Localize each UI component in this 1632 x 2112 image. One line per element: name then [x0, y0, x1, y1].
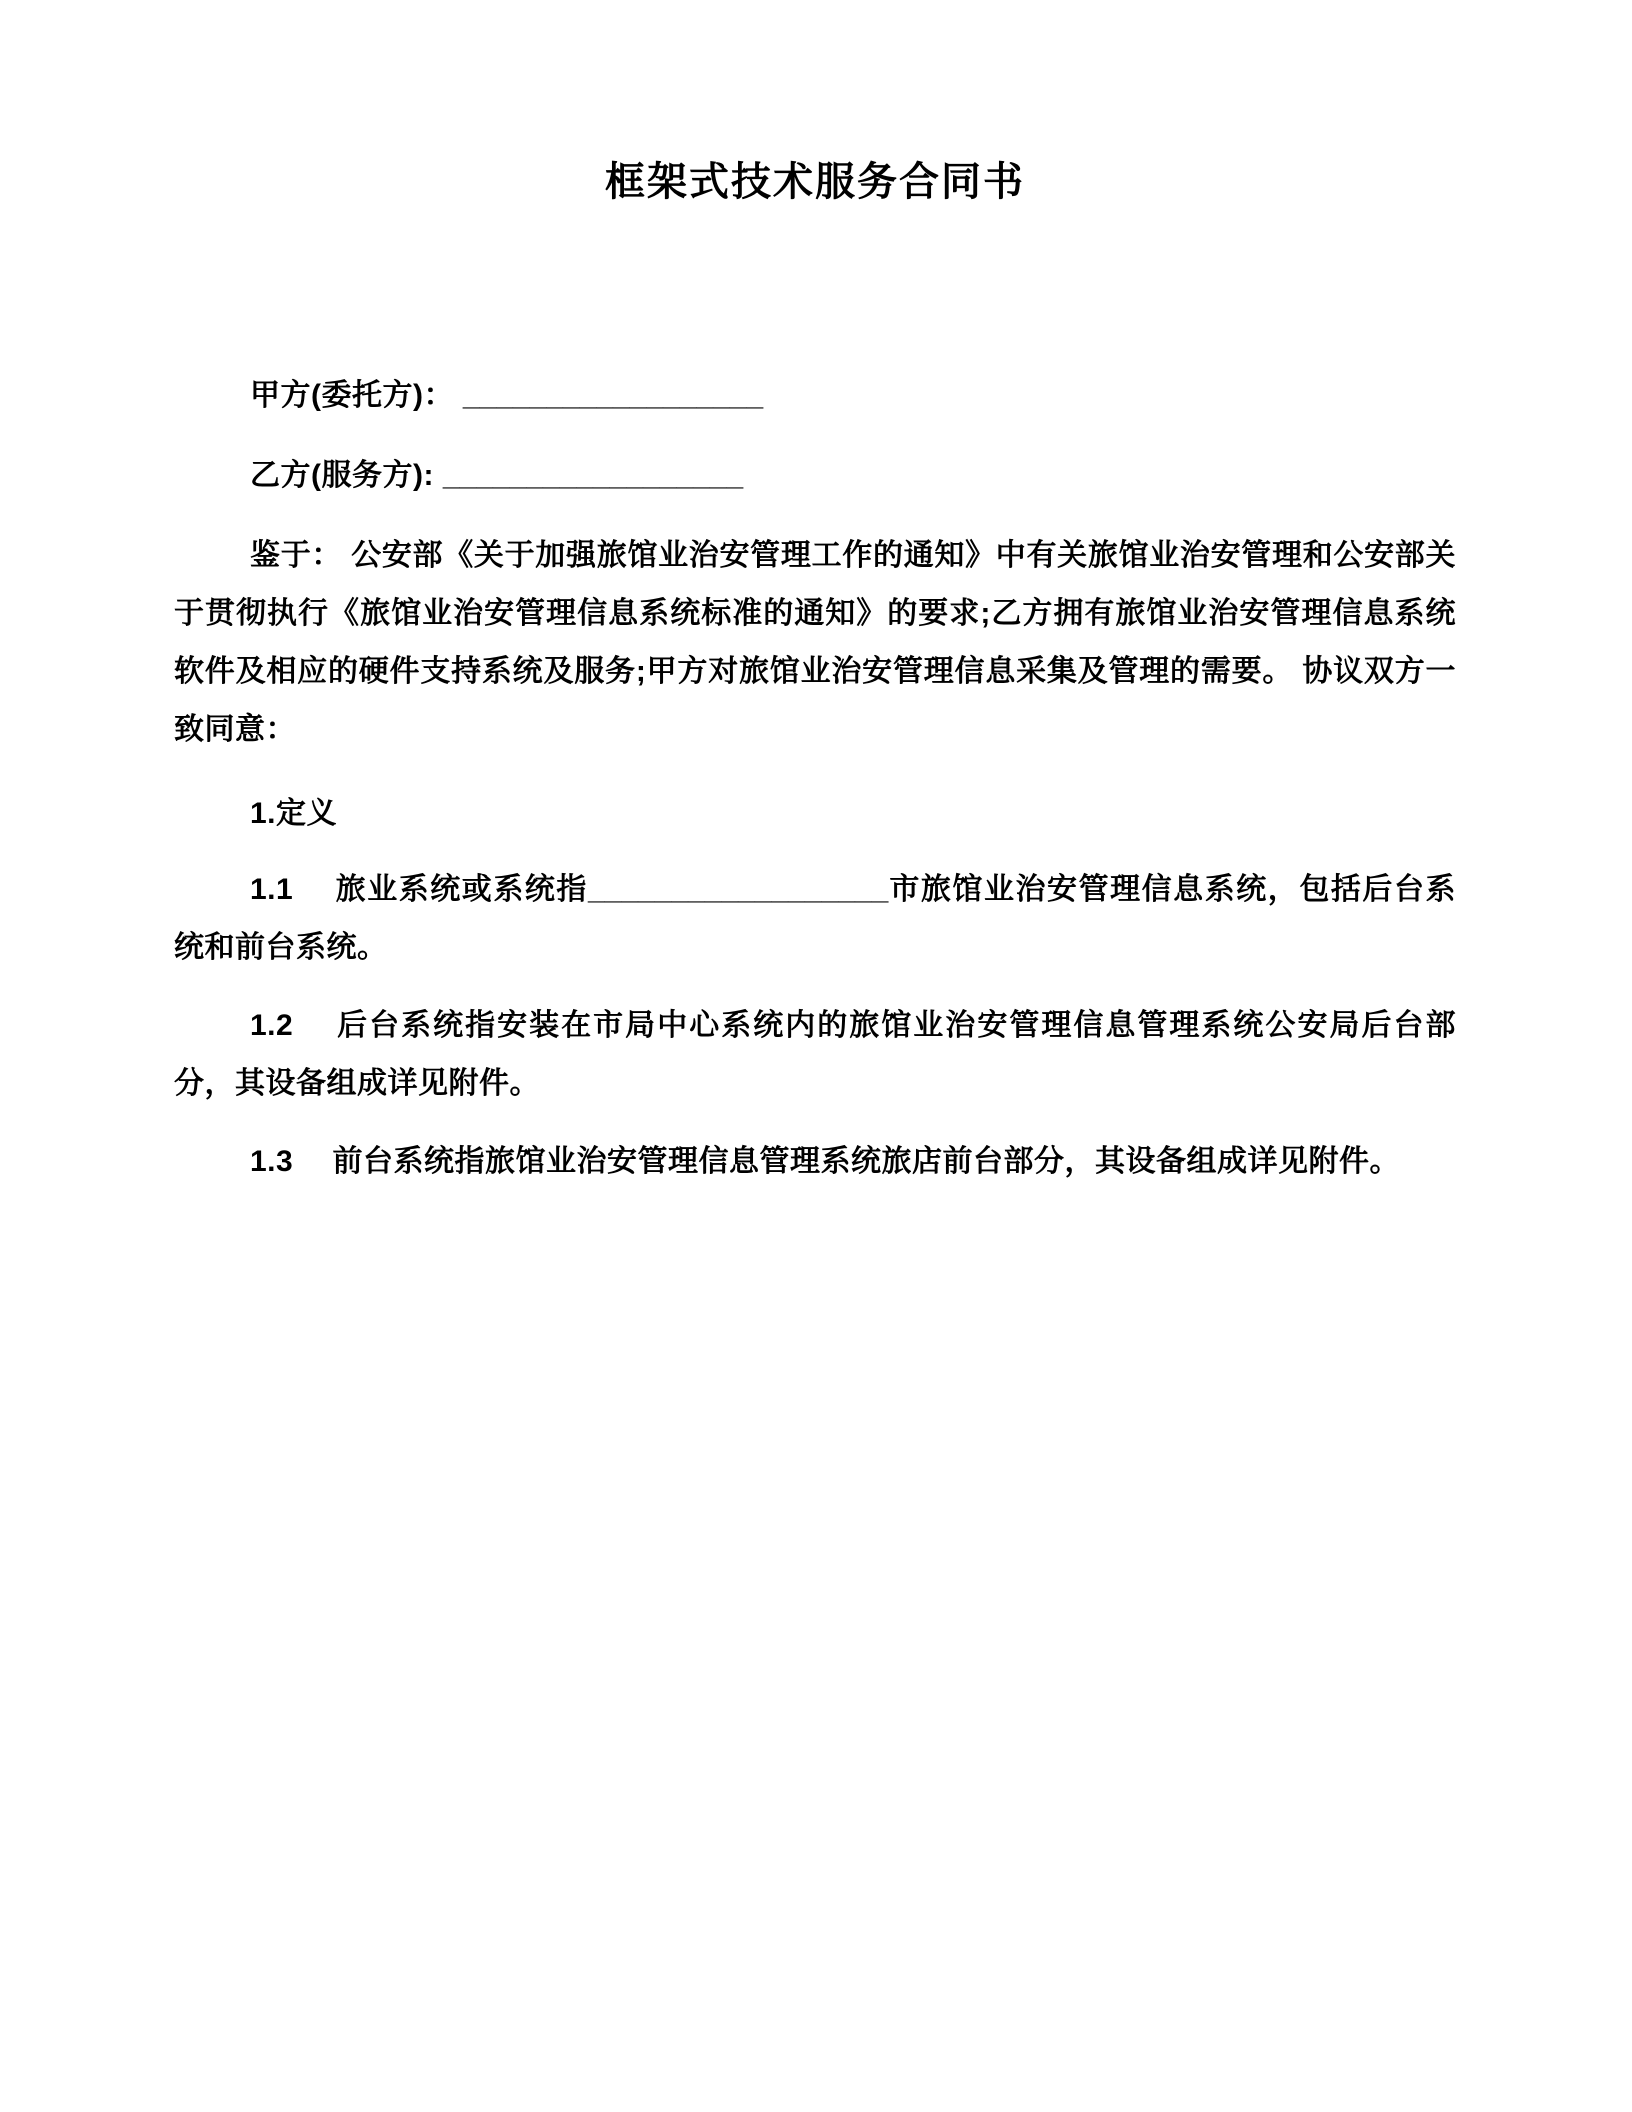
clause-1-1-prefix: 1.1 旅业系统或系统指	[250, 873, 588, 906]
party-b-blank: __________________	[442, 459, 744, 492]
clause-1-1-blank: __________________	[587, 873, 889, 906]
preamble-paragraph: 鉴于： 公安部《关于加强旅馆业治安管理工作的通知》中有关旅馆业治安管理和公安部关于贯彻执行《旅馆业治安管理信息系统标准的通知》的要求;乙方拥有旅馆业治安管理信息系统软件及相应的硬件支持系统及服务;甲方对旅馆业治安管理信息采集及管理的需要。 协议双方一致同意：	[174, 539, 1456, 746]
party-a-label: 甲方(委托方)：	[250, 379, 454, 412]
party-b-line	[174, 447, 1456, 505]
section-1-heading: 1.定义	[250, 797, 338, 830]
clause-1-1-suffix: 市旅馆业治安管理信息系统，包括后台系统和前台系统。	[174, 873, 1456, 964]
clause-1-1	[174, 861, 1456, 977]
clause-1-2: 1.2 后台系统指安装在市局中心系统内的旅馆业治安管理信息管理系统公安局后台部分，其设备组成详见附件。	[174, 1009, 1456, 1100]
party-a-blank: __________________	[462, 379, 764, 412]
party-a-line	[174, 367, 1456, 425]
clause-1-3: 1.3 前台系统指旅馆业治安管理信息管理系统旅店前台部分，其设备组成详见附件。	[250, 1145, 1401, 1178]
document-title: 框架式技术服务合同书	[605, 160, 1025, 204]
party-b-label: 乙方(服务方):	[250, 459, 434, 492]
